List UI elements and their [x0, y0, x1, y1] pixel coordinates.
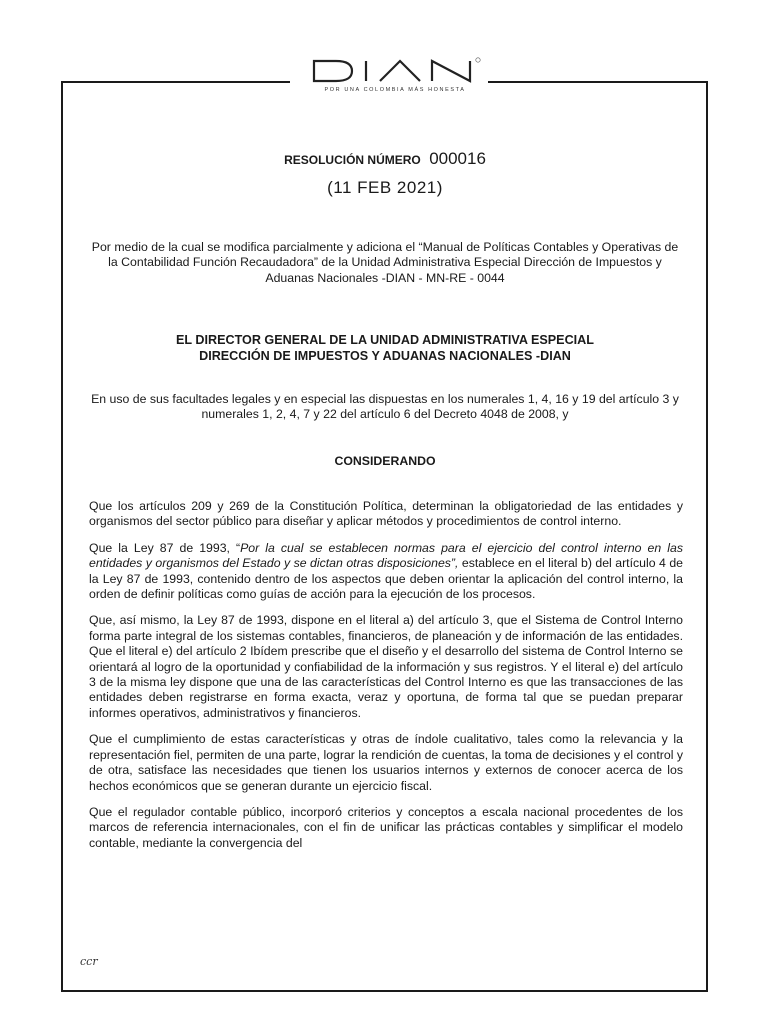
considerando-heading: CONSIDERANDO — [334, 454, 436, 468]
paragraph-4: Que el cumplimiento de estas características y otras de índole cualitativo, tales como la relevancia y la representación fiel, permiten de una parte, lograr la rendición de cuentas, la toma de decisiones y el control y de otra, satisface las necesidades que tienen los usuarios internos y externos de conocer acerca de los hechos económicos que se generan durante un ejercicio fiscal. — [89, 732, 684, 793]
paragraph-2-end: establece en el literal b) del artículo 4 de la Ley 87 de 1993, contenido dentro de los aspectos que deben orientar la aplicación del control interno, la orden de definir políticas como guías de acción para la ejecución de los procesos. — [89, 556, 683, 602]
law-title-quote: Por la cual se establecen normas para el ejercicio del control interno en las entidades y organismos del Estado y se dictan otras disposiciones”, — [89, 540, 683, 571]
paragraph-2 — [89, 541, 683, 603]
issuing-authority — [88, 333, 682, 364]
logo-tagline: POR UNA COLOMBIA MÁS HONESTA — [324, 87, 466, 93]
resolution-summary: Por medio de la cual se modifica parcialmente y adiciona el “Manual de Políticas Contables y Operativas de la Contabilidad Función Recaudadora” de la Unidad Administrativa Especial Dirección de Impuestos y Aduanas Nacionales -DIAN - MN-RE - 0044 — [91, 240, 679, 285]
dian-logo — [300, 55, 490, 93]
paragraph-3: Que, así mismo, la Ley 87 de 1993, dispone en el literal a) del artículo 3, que el Sistema de Control Interno forma parte integral de los sistemas contables, financieros, de planeación y de información de las entidades. Que el literal e) del artículo 2 Ibídem prescribe que el diseño y el desarrollo del sistema de Control Interno se orientará al logro de la oportunidad y confiabilidad de la información y sus registros. Y el literal e) del artículo 3 de la misma ley dispone que una de las características del Control Interno es que las transacciones de las entidades deben registrarse en forma exacta, veraz y oportuna, de forma tal que se puedan preparar informes operativos, administrativos y financieros. — [89, 613, 683, 720]
dian-wordmark-icon — [306, 55, 484, 85]
paragraph-2-start: Que la Ley 87 de 1993, “ — [89, 540, 241, 555]
resolution-number: 000016 — [429, 149, 486, 168]
authority-line-1: EL DIRECTOR GENERAL DE LA UNIDAD ADMINISTRATIVA ESPECIAL — [176, 333, 594, 347]
resolution-label: RESOLUCIÓN NÚMERO — [284, 153, 421, 167]
legal-faculties: En uso de sus facultades legales y en especial las dispuestas en los numerales 1, 4, 16 y 19 del artículo 3 y numerales 1, 2, 4, 7 y 22 del artículo 6 del Decreto 4048 de 2008, y — [91, 392, 679, 422]
resolution-date: (11 FEB 2021) — [327, 178, 443, 197]
considerations-body — [89, 499, 683, 862]
footer-initials: ccr — [80, 955, 98, 968]
paragraph-1: Que los artículos 209 y 269 de la Constitución Política, determinan la obligatoriedad de las entidades y organismos del sector público para diseñar y aplicar métodos y procedimientos de control interno. — [89, 499, 683, 529]
paragraph-5: Que el regulador contable público, incorporó criterios y conceptos a escala nacional procedentes de los marcos de referencia internacionales, con el fin de unificar las prácticas contables y simplificar el modelo contable, mediante la convergencia del — [89, 804, 683, 850]
resolution-title — [0, 149, 770, 169]
authority-line-2: DIRECCIÓN DE IMPUESTOS Y ADUANAS NACIONALES -DIAN — [199, 348, 571, 363]
